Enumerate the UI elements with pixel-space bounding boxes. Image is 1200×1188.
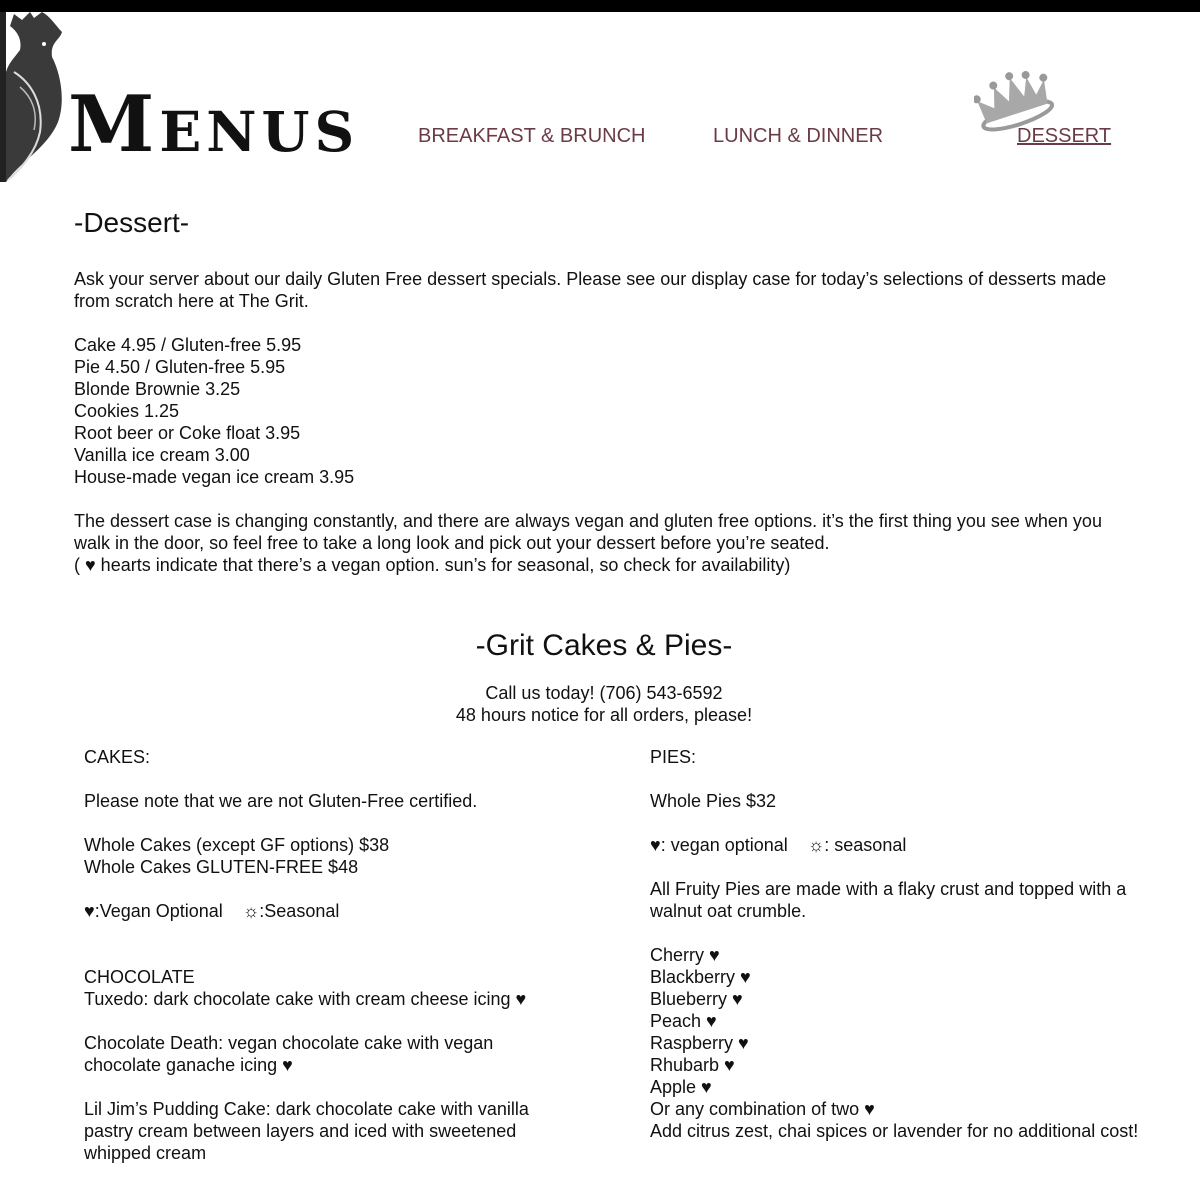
cakes-category-chocolate: CHOCOLATE	[84, 967, 195, 987]
list-item: House-made vegan ice cream 3.95	[74, 467, 355, 487]
list-item: Root beer or Coke float 3.95	[74, 423, 301, 443]
nav-lunch-dinner-link[interactable]: LUNCH & DINNER	[713, 125, 884, 147]
pies-price: Whole Pies $32	[650, 791, 777, 811]
pies-list	[650, 944, 1140, 1142]
list-item: Cherry ♥	[650, 945, 720, 965]
list-item: Raspberry ♥	[650, 1033, 749, 1053]
rooster-logo-icon	[0, 12, 70, 182]
cakes-legend: ♥:Vegan Optional ☼:Seasonal	[84, 901, 340, 921]
cakes-price-regular: Whole Cakes (except GF options) $38	[84, 835, 390, 855]
crown-icon	[974, 68, 1054, 134]
list-item: Peach ♥	[650, 1011, 717, 1031]
dessert-price-list	[74, 334, 1134, 488]
list-item: Or any combination of two ♥	[650, 1099, 875, 1119]
list-item: Pie 4.50 / Gluten-free 5.95	[74, 357, 286, 377]
call-us-text: Call us today! (706) 543-6592	[485, 683, 723, 703]
pies-heading: PIES:	[650, 747, 697, 767]
list-item: Blueberry ♥	[650, 989, 743, 1009]
page-title: Menus	[68, 79, 360, 170]
list-item: Blonde Brownie 3.25	[74, 379, 241, 399]
list-item: Cake 4.95 / Gluten-free 5.95	[74, 335, 302, 355]
top-bar	[0, 0, 1200, 12]
list-item: Apple ♥	[650, 1077, 712, 1097]
list-item: Lil Jim’s Pudding Cake: dark chocolate cake with vanilla pastry cream between layers and iced with sweetened whipped cream	[84, 1099, 529, 1163]
cakes-column	[84, 746, 554, 1186]
list-item: Chocolate Death: vegan chocolate cake with vegan chocolate ganache icing ♥	[84, 1033, 494, 1075]
dessert-heading: -Dessert-	[74, 207, 190, 238]
list-item: Vanilla ice cream 3.00	[74, 445, 250, 465]
cakes-heading: CAKES:	[84, 747, 151, 767]
nav-breakfast-brunch-link[interactable]: BREAKFAST & BRUNCH	[418, 125, 646, 147]
list-item: Blackberry ♥	[650, 967, 751, 987]
pies-column	[650, 746, 1140, 1142]
list-item: Rhubarb ♥	[650, 1055, 735, 1075]
dessert-legend-note: ( ♥ hearts indicate that there’s a vegan option. sun’s for seasonal, so check for availability)	[74, 555, 791, 575]
pies-description: All Fruity Pies are made with a flaky crust and topped with a walnut oat crumble.	[650, 879, 1127, 921]
list-item: Cookies 1.25	[74, 401, 180, 421]
dessert-content	[74, 206, 1134, 726]
cakes-gf-note: Please note that we are not Gluten-Free certified.	[84, 791, 478, 811]
dessert-intro: Ask your server about our daily Gluten Free dessert specials. Please see our display case for today’s selections of desserts made from scratch here at The Grit.	[74, 269, 1107, 311]
list-item: Add citrus zest, chai spices or lavender for no additional cost!	[650, 1121, 1139, 1141]
pies-legend: ♥: vegan optional ☼: seasonal	[650, 835, 907, 855]
list-item: Tuxedo: dark chocolate cake with cream cheese icing ♥	[84, 989, 527, 1009]
nav-dessert-link[interactable]: DESSERT	[1017, 125, 1112, 147]
dessert-case-note: The dessert case is changing constantly, and there are always vegan and gluten free options. it’s the first thing you see when you walk in the door, so feel free to take a long look and pick out your dessert before you’re seated.	[74, 511, 1102, 553]
grit-cakes-pies-heading: -Grit Cakes & Pies-	[475, 629, 733, 662]
cakes-price-gluten-free: Whole Cakes GLUTEN-FREE $48	[84, 857, 359, 877]
notice-text: 48 hours notice for all orders, please!	[455, 705, 753, 725]
